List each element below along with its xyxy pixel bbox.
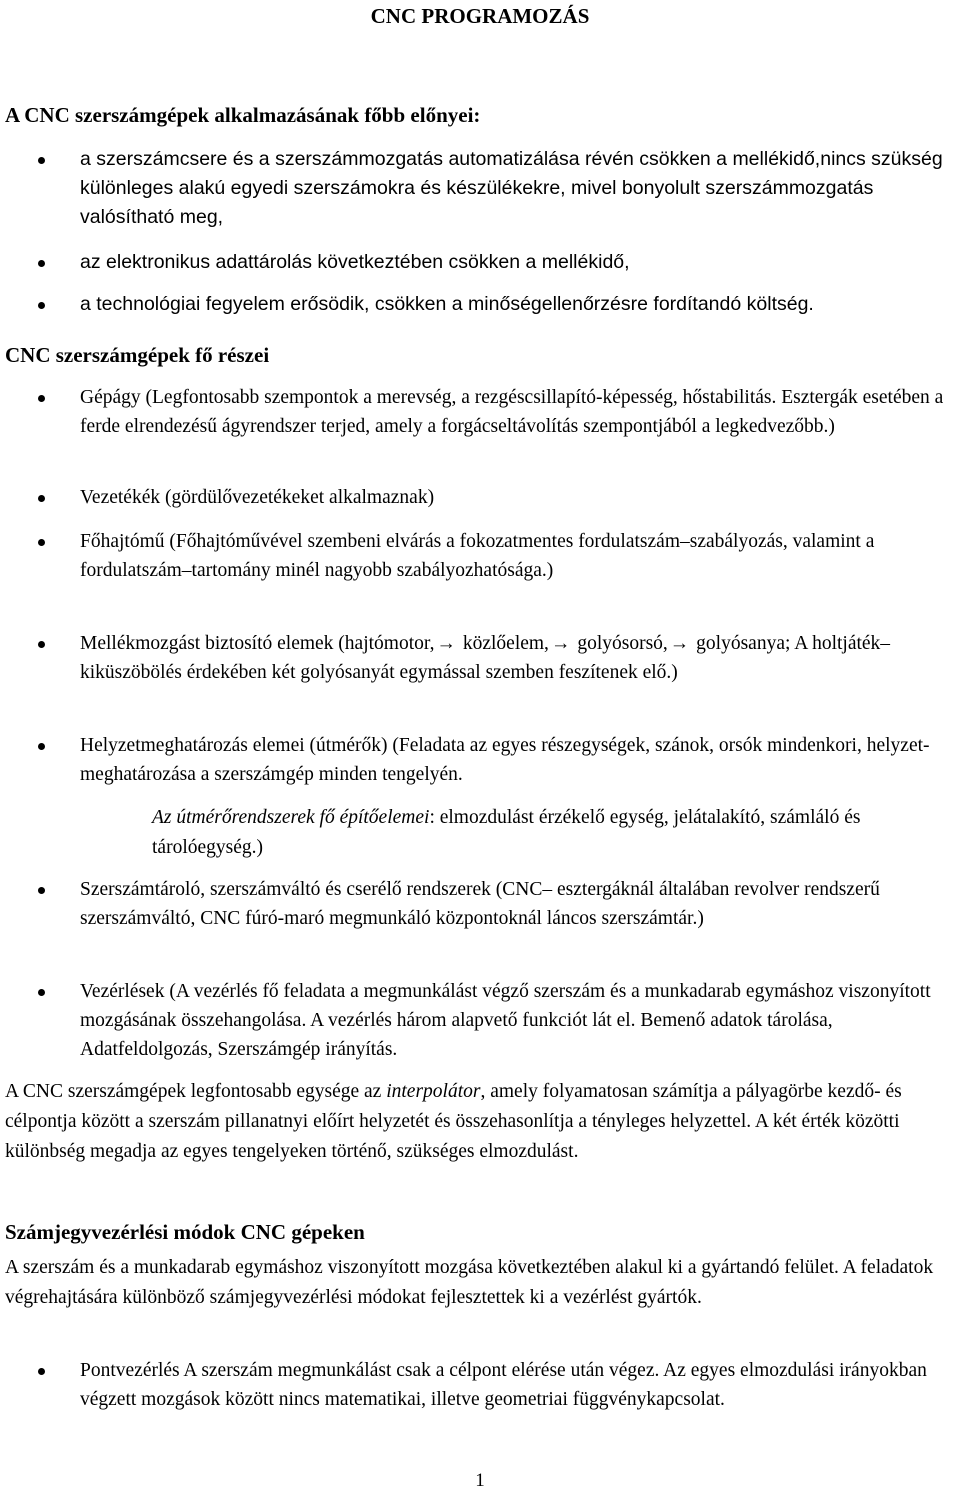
- list-item-pontvezerles: Pontvezérlés A szerszám megmunkálást csak a célpont elérése után végez. Az egyes elmozdulási irányokban végzett mozgások között nincs matematikai, illetve geometriai függvénykapcsolat.: [0, 1356, 960, 1414]
- list-item-vezerlesek: Vezérlések (A vezérlés fő feladata a megmunkálást végző szerszám és a munkadarab egymáshoz viszonyított mozgásának összehangolása. A vezérlés három alapvető funkciót lát el. Bemenő adatok tárolása, Adatfeldolgozás, Szerszámgép irányítás.: [0, 977, 960, 1064]
- list-item-szerszamtarolo: Szerszámtároló, szerszámváltó és cserélő rendszerek (CNC– esztergáknál általában revolver rendszerű szerszámváltó, CNC fúró-maró megmunkáló központoknál láncos szerszámtár.): [0, 875, 960, 933]
- arrow-icon: →: [669, 633, 690, 654]
- page-number: 1: [475, 1470, 485, 1491]
- arrow-icon: →: [550, 633, 571, 654]
- arrow-icon: →: [436, 633, 456, 654]
- list-item-fohajtomu: Főhajtómű (Főhajtóművével szembeni elvárás a fokozatmentes fordulatszám–szabályozás, valamint a fordulatszám–tartomány minél nagyobb szabályozhatósága.): [0, 527, 960, 585]
- bullet-icon: [38, 260, 45, 267]
- paragraph-control-modes: A szerszám és a munkadarab egymáshoz viszonyított mozgása következtében alakul ki a gyártandó felület. A feladatok végrehajtására különböző számjegyvezérlési módokat fejlesztettek ki a vezérlést gyártók.: [5, 1257, 934, 1308]
- bullet-icon: [38, 1368, 45, 1375]
- list-item: a szerszámcsere és a szerszámmozgatás automatizálása révén csökken a mellékidő,nincs szükség különleges alakú egyedi szerszámokra és készülékekre, mivel bonyolult szerszámmozgatás valósítható meg,: [0, 145, 960, 232]
- section-heading-main-parts: CNC szerszámgépek fő részei: [5, 343, 270, 367]
- list-item-helyzet: Helyzetmeghatározás elemei (útmérők) (Feladata az egyes részegységek, szánok, orsók mindenkori, helyzet-meghatározása a szerszámgép minden tengelyén.: [0, 731, 960, 789]
- list-item: a technológiai fegyelem erősödik, csökken a minőségellenőrzésre fordítandó költség.: [0, 290, 960, 319]
- sub-paragraph-utmero: Az útmérőrendszerek fő építőelemei: elmozdulást érzékelő egység, jelátalakító, számláló és tárolóegység.): [152, 807, 861, 858]
- list-item-vezetekek: Vezetékék (gördülővezetékeket alkalmaznak): [0, 483, 960, 512]
- bullet-icon: [38, 395, 45, 402]
- bullet-icon: [38, 157, 45, 164]
- list-item-gepagy: Gépágy (Legfontosabb szempontok a merevség, a rezgéscsillapító-képesség, hőstabilitás. Esztergák esetében a ferde elrendezésű ágyrendszer terjed, amely a forgácseltávolítás szempontjából a legkedvezőbb.): [0, 383, 960, 441]
- bullet-icon: [38, 887, 45, 894]
- bullet-icon: [38, 743, 45, 750]
- bullet-icon: [38, 495, 45, 502]
- section-heading-advantages: A CNC szerszámgépek alkalmazásának főbb előnyei:: [5, 103, 481, 127]
- list-item: az elektronikus adattárolás következtében csökken a mellékidő,: [0, 248, 960, 277]
- bullet-icon: [38, 989, 45, 996]
- bullet-icon: [38, 302, 45, 309]
- page-title: CNC PROGRAMOZÁS: [370, 4, 590, 28]
- bullet-icon: [38, 641, 45, 648]
- bullet-icon: [38, 539, 45, 546]
- section-heading-control-modes: Számjegyvezérlési módok CNC gépeken: [5, 1220, 365, 1244]
- paragraph-interpolator: A CNC szerszámgépek legfontosabb egysége az interpolátor, amely folyamatosan számítja a pályagörbe kezdő- és célpontja között a szerszám pillanatnyi előírt helyzetét és összehasonlítja a tényleges helyzettel. A két érték közötti különbség megadja az egyes tengelyeken történő, szükséges elmozdulást.: [5, 1081, 902, 1162]
- list-item-mellekmozgas: Mellékmozgást biztosító elemek (hajtómotor, → közlőelem, → golyósorsó, → golyósanya; A holtjáték–kiküszöbölés érdekében két golyósanyát egymással szemben feszítenek elő.): [0, 629, 960, 687]
